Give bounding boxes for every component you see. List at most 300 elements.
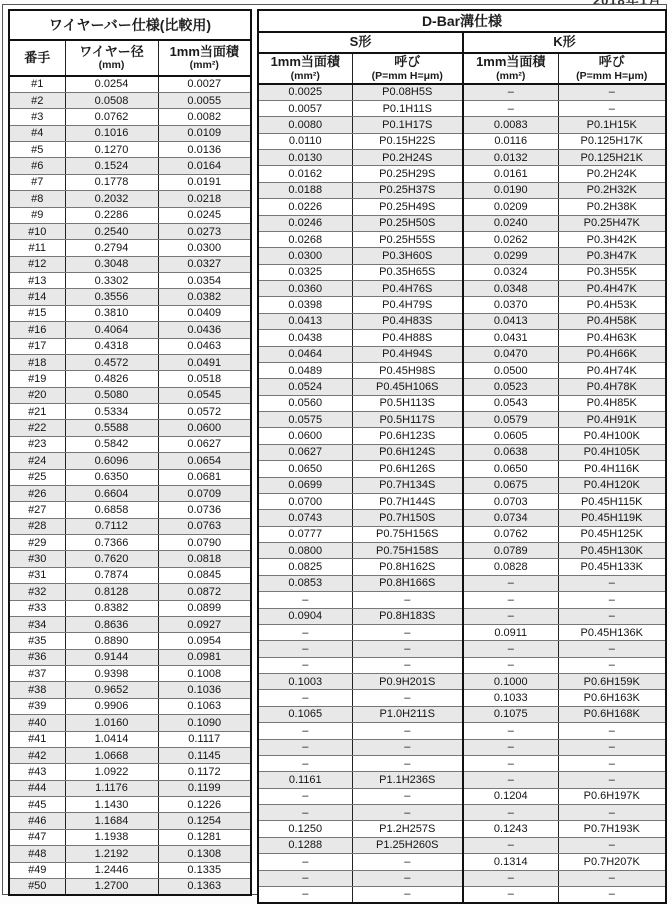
k-name-cell: – [558, 84, 666, 100]
s-name-cell: – [352, 690, 463, 706]
s-area-unit: (mm²) [290, 69, 320, 82]
gauge-cell: #43 [9, 764, 65, 780]
k-name-cell: P0.7H207K [558, 854, 666, 870]
s-name-cell: P1.25H260S [352, 837, 463, 853]
k-area-cell: – [463, 805, 558, 821]
wire-table-row [9, 485, 251, 501]
s-area-cell: 0.0700 [258, 493, 352, 509]
dbar-table-row [258, 117, 666, 133]
wire-table-row [9, 813, 251, 829]
k-name-cell: P0.125H21K [558, 150, 666, 166]
diameter-cell: 0.5080 [65, 387, 158, 403]
diameter-cell: 0.3810 [65, 305, 158, 321]
k-name-cell: P0.4H105K [558, 444, 666, 460]
dbar-table-row [258, 133, 666, 149]
wire-table-row [9, 584, 251, 600]
diameter-cell: 1.0668 [65, 747, 158, 763]
area-cell: 0.0845 [158, 567, 251, 583]
dbar-table-row [258, 543, 666, 559]
k-area-cell: 0.0299 [463, 248, 558, 264]
s-area-cell: 0.0398 [258, 297, 352, 313]
dbar-table-row [258, 526, 666, 542]
k-area-cell: 0.0240 [463, 215, 558, 231]
s-area-cell: 0.1003 [258, 674, 352, 690]
s-name-cell: – [352, 854, 463, 870]
wire-table-row [9, 649, 251, 665]
dbar-table-row [258, 706, 666, 722]
gauge-cell: #50 [9, 878, 65, 894]
area-cell: 0.0409 [158, 305, 251, 321]
dbar-table-row [258, 199, 666, 215]
diameter-cell: 0.2794 [65, 240, 158, 256]
s-name-cell: P1.2H257S [352, 821, 463, 837]
gauge-cell: #36 [9, 649, 65, 665]
col-header-area: 1mm当面積 (mm²) [158, 40, 251, 76]
s-name-cell: – [352, 886, 463, 902]
s-area-cell: 0.0162 [258, 166, 352, 182]
diameter-cell: 0.1016 [65, 125, 158, 141]
diameter-cell: 0.2286 [65, 207, 158, 223]
diameter-cell: 1.0160 [65, 715, 158, 731]
k-name-cell: P0.1H15K [558, 117, 666, 133]
gauge-cell: #45 [9, 797, 65, 813]
gauge-cell: #32 [9, 584, 65, 600]
s-name-cell: – [352, 805, 463, 821]
s-area-cell: 0.0560 [258, 395, 352, 411]
area-cell: 0.0273 [158, 223, 251, 239]
k-area-cell: 0.0083 [463, 117, 558, 133]
area-cell: 0.0545 [158, 387, 251, 403]
dbar-table-row [258, 837, 666, 853]
col-header-s-name: 呼び (P=mm H=μm) [352, 53, 463, 84]
dbar-table-row [258, 150, 666, 166]
k-name-cell: P0.45H119K [558, 510, 666, 526]
wire-table-title-row [9, 10, 251, 40]
diameter-cell: 0.6858 [65, 502, 158, 518]
diameter-cell: 0.9398 [65, 666, 158, 682]
k-area-cell: 0.0324 [463, 264, 558, 280]
gauge-cell: #33 [9, 600, 65, 616]
wire-table-body [9, 76, 251, 895]
gauge-cell: #22 [9, 420, 65, 436]
k-area-cell: 0.1033 [463, 690, 558, 706]
wire-table-row [9, 305, 251, 321]
wire-table-row [9, 797, 251, 813]
k-area-cell: 0.0828 [463, 559, 558, 575]
wire-table-row [9, 518, 251, 534]
s-area-cell: 0.1288 [258, 837, 352, 853]
s-name-cell: P0.4H79S [352, 297, 463, 313]
k-area-cell: 0.0413 [463, 313, 558, 329]
s-area-cell: – [258, 690, 352, 706]
k-name-cell: P0.3H47K [558, 248, 666, 264]
gauge-cell: #49 [9, 862, 65, 878]
s-name-cell: P0.4H83S [352, 313, 463, 329]
dbar-table-row [258, 330, 666, 346]
area-cell: 0.1117 [158, 731, 251, 747]
area-cell: 0.1008 [158, 666, 251, 682]
dbar-table-row [258, 346, 666, 362]
diameter-cell: 0.9906 [65, 698, 158, 714]
area-cell: 0.1199 [158, 780, 251, 796]
area-cell: 0.0300 [158, 240, 251, 256]
k-name-cell: – [558, 592, 666, 608]
area-cell: 0.0218 [158, 191, 251, 207]
k-area-cell: – [463, 837, 558, 853]
s-name-cell: P0.08H5S [352, 84, 463, 100]
k-area-cell: 0.0190 [463, 182, 558, 198]
wire-table-row [9, 731, 251, 747]
s-area-cell: 0.0080 [258, 117, 352, 133]
dbar-table [257, 9, 667, 904]
k-area-cell: 0.0470 [463, 346, 558, 362]
wire-table-row [9, 92, 251, 108]
dbar-table-row [258, 362, 666, 378]
area-cell: 0.0763 [158, 518, 251, 534]
wire-table-row [9, 567, 251, 583]
dbar-header-row [258, 53, 666, 84]
k-name-cell: P0.7H193K [558, 821, 666, 837]
dbar-table-row [258, 100, 666, 116]
dbar-table-row [258, 755, 666, 771]
s-name-cell: P0.7H134S [352, 477, 463, 493]
k-area-cell: 0.0734 [463, 510, 558, 526]
dbar-table-row [258, 854, 666, 870]
gauge-cell: #23 [9, 436, 65, 452]
k-area-cell: 0.0116 [463, 133, 558, 149]
k-name-cell: P0.2H24K [558, 166, 666, 182]
s-area-cell: 0.0325 [258, 264, 352, 280]
k-name-cell: P0.45H136K [558, 624, 666, 640]
s-area-cell: 0.0600 [258, 428, 352, 444]
dbar-table-row [258, 412, 666, 428]
s-name-cell: P0.7H144S [352, 493, 463, 509]
wire-table-row [9, 878, 251, 894]
k-area-cell: 0.0638 [463, 444, 558, 460]
k-area-cell: 0.0605 [463, 428, 558, 444]
gauge-cell: #34 [9, 616, 65, 632]
wire-table-row [9, 223, 251, 239]
diameter-cell: 1.0414 [65, 731, 158, 747]
s-name-cell: P0.75H158S [352, 543, 463, 559]
k-name-cell: P0.2H32K [558, 182, 666, 198]
k-name-cell: P0.3H42K [558, 231, 666, 247]
gauge-cell: #12 [9, 256, 65, 272]
k-area-cell: – [463, 84, 558, 100]
k-area-cell: 0.1243 [463, 821, 558, 837]
dbar-table-row [258, 379, 666, 395]
s-area-cell: 0.0268 [258, 231, 352, 247]
s-name-cell: – [352, 592, 463, 608]
k-area-cell: 0.0500 [463, 362, 558, 378]
k-area-cell: – [463, 739, 558, 755]
s-area-cell: – [258, 788, 352, 804]
dbar-table-row [258, 674, 666, 690]
k-area-cell: 0.0911 [463, 624, 558, 640]
wire-table-row [9, 420, 251, 436]
gauge-cell: #1 [9, 76, 65, 92]
diameter-cell: 0.8890 [65, 633, 158, 649]
s-name-cell: P0.6H126S [352, 461, 463, 477]
wire-table-row [9, 191, 251, 207]
area-cell: 0.0681 [158, 469, 251, 485]
col-header-k-name: 呼び (P=mm H=μm) [558, 53, 666, 84]
k-area-cell: – [463, 870, 558, 886]
area-cell: 0.1254 [158, 813, 251, 829]
k-name-cell: – [558, 805, 666, 821]
s-area-cell: 0.0800 [258, 543, 352, 559]
s-area-cell: 0.0524 [258, 379, 352, 395]
wire-table-row [9, 158, 251, 174]
k-area-cell: 0.0348 [463, 281, 558, 297]
diameter-unit: (mm) [98, 59, 125, 72]
gauge-cell: #39 [9, 698, 65, 714]
s-area-cell: – [258, 886, 352, 902]
s-area-cell: 0.1161 [258, 772, 352, 788]
s-name-cell: P0.8H162S [352, 559, 463, 575]
s-name-cell: – [352, 788, 463, 804]
k-area-cell: – [463, 575, 558, 591]
gauge-cell: #21 [9, 404, 65, 420]
dbar-table-row [258, 624, 666, 640]
gauge-cell: #48 [9, 846, 65, 862]
diameter-cell: 0.4572 [65, 354, 158, 370]
k-area-cell: – [463, 608, 558, 624]
k-name-cell: P0.4H91K [558, 412, 666, 428]
s-name-cell: P0.4H94S [352, 346, 463, 362]
area-cell: 0.0382 [158, 289, 251, 305]
s-name-cell: P0.3H60S [352, 248, 463, 264]
area-cell: 0.0899 [158, 600, 251, 616]
diameter-cell: 1.1684 [65, 813, 158, 829]
area-cell: 0.0572 [158, 404, 251, 420]
diameter-cell: 0.5842 [65, 436, 158, 452]
gauge-cell: #13 [9, 273, 65, 289]
dbar-table-row [258, 166, 666, 182]
area-cell: 0.1226 [158, 797, 251, 813]
dbar-table-row [258, 690, 666, 706]
k-name-cell: P0.3H55K [558, 264, 666, 280]
diameter-cell: 0.9652 [65, 682, 158, 698]
gauge-cell: #37 [9, 666, 65, 682]
k-area-cell: 0.1000 [463, 674, 558, 690]
area-cell: 0.0790 [158, 535, 251, 551]
k-name-cell: P0.4H47K [558, 281, 666, 297]
k-name-cell: – [558, 755, 666, 771]
wire-table-header-row [9, 40, 251, 76]
k-name-cell: – [558, 100, 666, 116]
diameter-cell: 0.0762 [65, 109, 158, 125]
wire-table-row [9, 125, 251, 141]
s-name-cell: P0.35H65S [352, 264, 463, 280]
dbar-table-row [258, 248, 666, 264]
diameter-cell: 0.1270 [65, 142, 158, 158]
s-area-cell: – [258, 657, 352, 673]
k-name-cell: P0.45H115K [558, 493, 666, 509]
diameter-cell: 0.6604 [65, 485, 158, 501]
s-name-cell: – [352, 624, 463, 640]
s-name-cell: – [352, 739, 463, 755]
gauge-cell: #16 [9, 322, 65, 338]
dbar-table-row [258, 870, 666, 886]
wire-table-row [9, 747, 251, 763]
k-name-cell: P0.6H159K [558, 674, 666, 690]
k-area-cell: – [463, 100, 558, 116]
s-name-cell: P0.25H37S [352, 182, 463, 198]
k-area-cell: – [463, 755, 558, 771]
k-area-unit: (mm²) [496, 69, 526, 82]
wire-table-row [9, 780, 251, 796]
s-area-cell: – [258, 641, 352, 657]
diameter-cell: 0.7620 [65, 551, 158, 567]
s-name-cell: P0.2H24S [352, 150, 463, 166]
wire-table-row [9, 338, 251, 354]
area-cell: 0.0927 [158, 616, 251, 632]
k-name-cell: P0.4H74K [558, 362, 666, 378]
s-name-cell: P0.75H156S [352, 526, 463, 542]
k-name-cell: – [558, 657, 666, 673]
gauge-cell: #35 [9, 633, 65, 649]
dbar-table-body [258, 84, 666, 903]
k-area-cell: 0.1075 [463, 706, 558, 722]
s-area-cell: – [258, 854, 352, 870]
s-area-cell: 0.0489 [258, 362, 352, 378]
wire-table-row [9, 289, 251, 305]
gauge-cell: #24 [9, 453, 65, 469]
s-name-cell: P0.25H50S [352, 215, 463, 231]
wire-table-row [9, 764, 251, 780]
s-area-cell: 0.0025 [258, 84, 352, 100]
wire-table-row [9, 404, 251, 420]
s-name-cell: P0.8H166S [352, 575, 463, 591]
area-cell: 0.1335 [158, 862, 251, 878]
k-name-cell: P0.6H168K [558, 706, 666, 722]
dbar-table-title-row [258, 10, 666, 32]
k-name-cell: P0.4H120K [558, 477, 666, 493]
diameter-cell: 0.7874 [65, 567, 158, 583]
area-cell: 0.1036 [158, 682, 251, 698]
dbar-table-row [258, 886, 666, 902]
k-name-cell: – [558, 575, 666, 591]
gauge-cell: #7 [9, 174, 65, 190]
s-area-cell: 0.1065 [258, 706, 352, 722]
area-cell: 0.0954 [158, 633, 251, 649]
area-cell: 0.0191 [158, 174, 251, 190]
s-area-cell: 0.0226 [258, 199, 352, 215]
dbar-table-row [258, 428, 666, 444]
k-name-cell: P0.4H66K [558, 346, 666, 362]
area-cell: 0.1172 [158, 764, 251, 780]
wire-table-row [9, 666, 251, 682]
s-area-cell: 0.0130 [258, 150, 352, 166]
diameter-cell: 0.8128 [65, 584, 158, 600]
s-area-cell: 0.0904 [258, 608, 352, 624]
diameter-cell: 0.3048 [65, 256, 158, 272]
k-area-cell: – [463, 772, 558, 788]
s-name-cell: P0.25H49S [352, 199, 463, 215]
dbar-table-row [258, 493, 666, 509]
s-name-cell: P0.25H29S [352, 166, 463, 182]
k-area-cell: – [463, 886, 558, 902]
s-name-cell: P0.4H76S [352, 281, 463, 297]
k-area-cell: 0.0370 [463, 297, 558, 313]
area-cell: 0.1063 [158, 698, 251, 714]
dbar-table-row [258, 477, 666, 493]
wire-table-row [9, 273, 251, 289]
col-header-s-area: 1mm当面積 (mm²) [258, 53, 352, 84]
k-area-cell: 0.0762 [463, 526, 558, 542]
dbar-table-row [258, 559, 666, 575]
dbar-table-row [258, 395, 666, 411]
dbar-table-row [258, 313, 666, 329]
area-cell: 0.0736 [158, 502, 251, 518]
k-name-cell: P0.4H63K [558, 330, 666, 346]
k-area-cell: – [463, 723, 558, 739]
s-area-cell: 0.1250 [258, 821, 352, 837]
area-cell: 0.0027 [158, 76, 251, 92]
k-name-cell: – [558, 837, 666, 853]
s-area-cell: 0.0650 [258, 461, 352, 477]
dbar-table-row [258, 739, 666, 755]
area-cell: 0.0463 [158, 338, 251, 354]
s-name-cell: P1.1H236S [352, 772, 463, 788]
s-name-cell: – [352, 870, 463, 886]
dbar-table-row [258, 592, 666, 608]
diameter-cell: 0.6096 [65, 453, 158, 469]
gauge-cell: #26 [9, 485, 65, 501]
k-area-cell: 0.1204 [463, 788, 558, 804]
wire-table-row [9, 829, 251, 845]
diameter-cell: 1.1430 [65, 797, 158, 813]
dbar-table-row [258, 182, 666, 198]
wire-table-row [9, 715, 251, 731]
diameter-cell: 1.1938 [65, 829, 158, 845]
k-area-cell: 0.0262 [463, 231, 558, 247]
gauge-cell: #38 [9, 682, 65, 698]
s-area-cell: 0.0627 [258, 444, 352, 460]
s-name-cell: P0.45H106S [352, 379, 463, 395]
k-area-cell: 0.0132 [463, 150, 558, 166]
k-area-cell: 0.0579 [463, 412, 558, 428]
s-area-cell: 0.0825 [258, 559, 352, 575]
k-name-cell: P0.4H53K [558, 297, 666, 313]
gauge-cell: #30 [9, 551, 65, 567]
gauge-cell: #10 [9, 223, 65, 239]
diameter-cell: 0.5588 [65, 420, 158, 436]
k-area-cell: 0.0431 [463, 330, 558, 346]
area-cell: 0.1308 [158, 846, 251, 862]
s-area-cell: 0.0188 [258, 182, 352, 198]
s-area-cell: 0.0464 [258, 346, 352, 362]
wire-table-row [9, 322, 251, 338]
k-name-cell: – [558, 641, 666, 657]
s-area-cell: – [258, 723, 352, 739]
dbar-table-row [258, 821, 666, 837]
dbar-table-row [258, 297, 666, 313]
s-area-cell: – [258, 739, 352, 755]
gauge-cell: #42 [9, 747, 65, 763]
wire-table-row [9, 256, 251, 272]
s-name-cell: P0.1H11S [352, 100, 463, 116]
dbar-table-row [258, 281, 666, 297]
s-name-cell: P0.5H117S [352, 412, 463, 428]
gauge-cell: #3 [9, 109, 65, 125]
diameter-cell: 0.2032 [65, 191, 158, 207]
diameter-cell: 0.8636 [65, 616, 158, 632]
k-area-cell: 0.0543 [463, 395, 558, 411]
s-area-cell: 0.0853 [258, 575, 352, 591]
dbar-table-row [258, 788, 666, 804]
